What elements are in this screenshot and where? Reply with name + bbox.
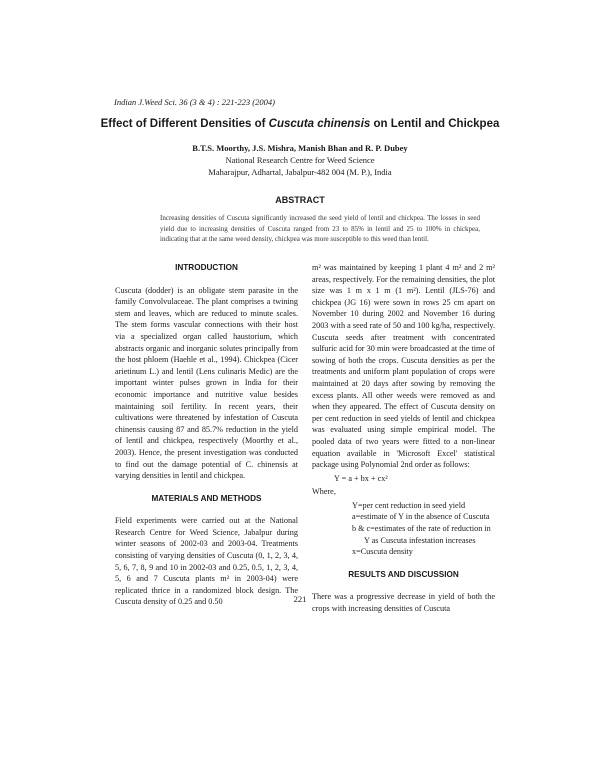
page-number: 221 — [293, 594, 307, 604]
title-species: Cuscuta chinensis — [268, 118, 371, 130]
introduction-heading: INTRODUCTION — [175, 263, 238, 272]
where-label: Where, — [312, 487, 336, 497]
left-column — [115, 262, 298, 608]
where-item: a=estimate of Y in the absence of Cuscuta — [352, 512, 490, 522]
where-item: Y as Cuscuta infestation increases — [364, 535, 476, 545]
where-item: Y=per cent reduction in seed yield — [352, 500, 466, 510]
where-item: x=Cuscuta density — [352, 547, 413, 557]
affiliation-line-2: Maharajpur, Adhartal, Jabalpur-482 004 (M. P.), India — [208, 167, 392, 177]
paper-title — [0, 118, 600, 130]
title-suffix: on Lentil and Chickpea — [370, 118, 500, 130]
introduction-text: Cuscuta (dodder) is an obligate stem parasite in the family Convolvulaceae. The plant comprises a twining stem and leaves, which are reduced to minute scales. The stem forms vascular connections with their host via a specialized organ called haustorium, which abstracts organic and inorganic solutes principally from the host phloem (Haehle et al., 1994). Chickpea (Cicer arietinum L.) and lentil (Lens culinaris Medic) are the important winter pulses grown in India for their economic importance and nutritive value besides maintaining soil fertility. In recent years, their cultivations were threatened by infestation of Cuscuta chinensis causing 87 and 85.7% reduction in the yield of lentil and chickpea, respectively (Moorthy et al., 2003). Hence, the present investigation was conducted to find out the damage potential of C. chinensis at varying densities in lentil and chickpea. — [115, 285, 298, 481]
affiliation-line-1: National Research Centre for Weed Science — [225, 155, 375, 165]
methods-text: Field experiments were carried out at the National Research Centre for Weed Science, Jabalpur during winter seasons of 2002-03 and 2003-04. Treatments consisting of varying densities of Cuscuta (0, 1, 2, 3, 4, 5, 6, 7, 8, 9 and 10 in 2002-03 and 0.25, 0.5, 1, 2, 3, 4, 5, 6 and 7 Cuscuta plants m² in 2003-04) were replicated thrice in a randomized block design. The Cuscuta density of 0.25 and 0.50 — [115, 516, 298, 607]
abstract-heading: ABSTRACT — [275, 195, 325, 205]
results-text: There was a progressive decrease in yield of both the crops with increasing densities of Cuscuta — [312, 592, 495, 614]
methods-heading: MATERIALS AND METHODS — [151, 493, 262, 503]
equation: Y = a + bx + cx² — [334, 473, 388, 483]
methods-continued-text: m² was maintained by keeping 1 plant 4 m² and 2 m² areas, respectively. For the remaining densities, the plot size was 1 m x 1 m (1 m²). Lentil (JLS-76) and chickpea (JG 16) were sown in rows 25 cm apart on November 10 during 2002 and November 16 during 2003 with a seed rate of 50 and 100 kg/ha, respectively. Cuscuta seeds after treatment with concentrated sulfuric acid for 30 min were broadcasted at the time of sowing of both the crops. Cuscuta densities as per the treatments and uniform plant population of crops were maintained at 20 days after sowing by removing the excess plants. All other weeds were removed as and when they appeared. The effect of Cuscuta density on per cent reduction in seed yields of lentil and chickpea was evaluated using simple empirical model. The pooled data of two years were fitted to a non-linear equation available in 'Microsoft Excel' statistical package using Polynomial 2nd order as follows: — [312, 263, 495, 470]
results-heading: RESULTS AND DISCUSSION — [348, 569, 459, 579]
title-prefix: Effect of Different Densities of — [100, 118, 269, 130]
authors: B.T.S. Moorthy, J.S. Mishra, Manish Bhan and R. P. Dubey — [192, 143, 408, 153]
journal-reference: Indian J.Weed Sci. 36 (3 & 4) : 221-223 (2004) — [114, 97, 275, 107]
abstract-text: Increasing densities of Cuscuta significantly increased the seed yield of lentil and chickpea. The losses in seed yield due to increasing densities of Cuscuta ranged from 23 to 85% in lentil and 25 to 100% in chickpea, indicating that at the same weed density, chickpea was more susceptible to this weed than lentil. — [160, 214, 480, 243]
where-item: b & c=estimates of the rate of reduction in — [352, 524, 491, 534]
right-column — [312, 262, 495, 615]
